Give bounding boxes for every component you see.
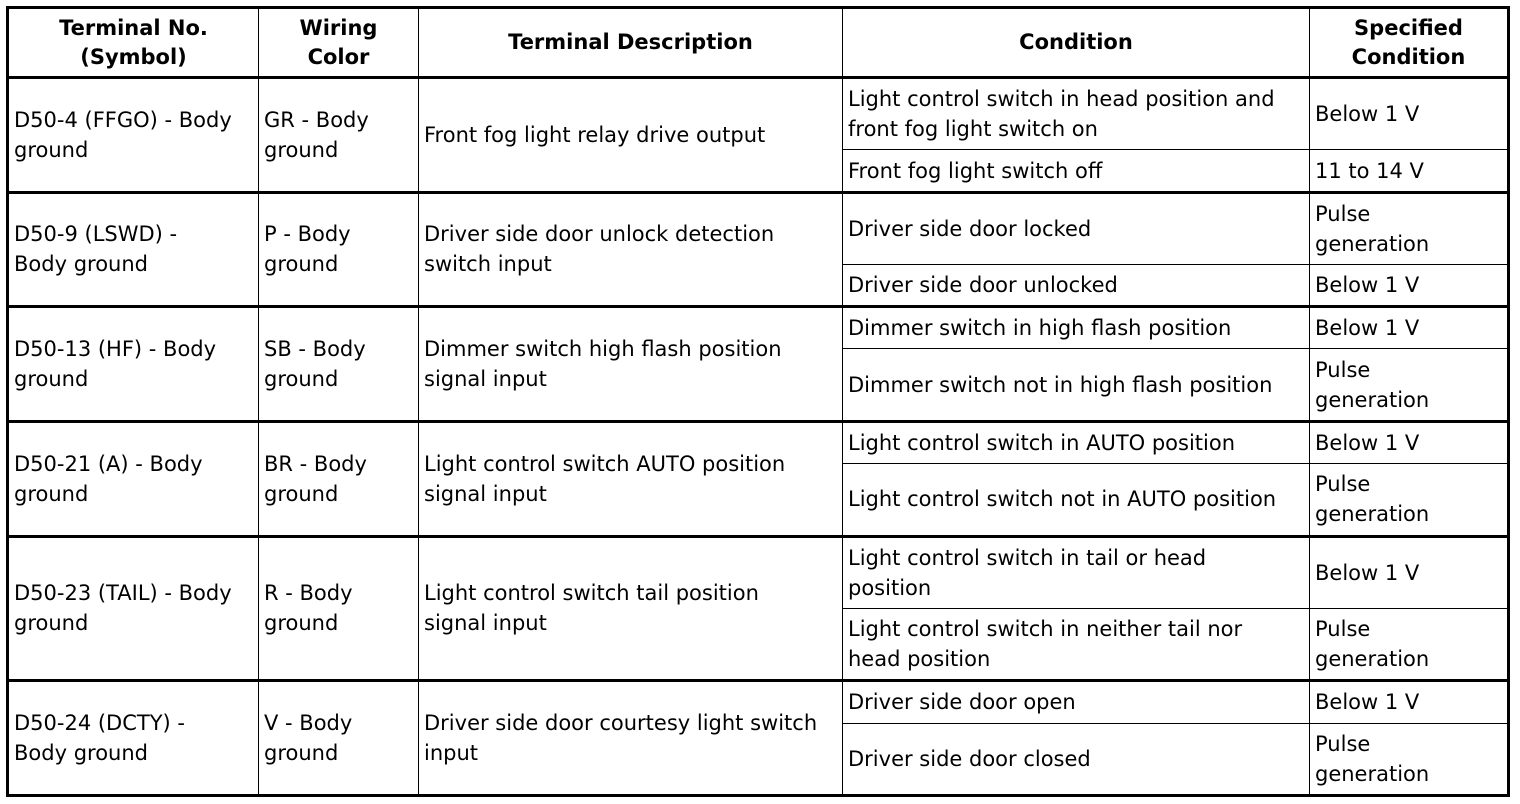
cell-line: Body ground — [14, 252, 148, 277]
condition-cell — [843, 349, 1310, 421]
specified-condition-cell — [1310, 536, 1509, 608]
cell-line: Light control switch tail position — [424, 581, 759, 606]
cell-line: Below 1 V — [1315, 560, 1420, 585]
condition-cell — [843, 421, 1310, 463]
terminal-description-cell — [419, 307, 843, 422]
cell-line: Driver side door courtesy light switch — [424, 711, 818, 736]
table-row — [8, 78, 1509, 150]
header-terminal-description: Terminal Description — [419, 8, 843, 78]
header-condition: Condition — [843, 8, 1310, 78]
cell-line: D50-24 (DCTY) - — [14, 711, 185, 736]
condition-cell — [843, 536, 1310, 608]
cell-line: Below 1 V — [1315, 273, 1420, 298]
table-body — [8, 78, 1509, 796]
cell-line: D50-23 (TAIL) - Body — [14, 581, 232, 606]
cell-line: ground — [14, 611, 89, 636]
cell-line: Below 1 V — [1315, 316, 1420, 341]
cell-line: ground — [264, 137, 339, 162]
cell-line: generation — [1315, 502, 1430, 527]
cell-line: Below 1 V — [1315, 690, 1420, 715]
cell-line: Below 1 V — [1315, 430, 1420, 455]
specified-condition-cell — [1310, 349, 1509, 421]
condition-cell — [843, 265, 1310, 307]
cell-line: Dimmer switch in high flash position — [848, 316, 1232, 341]
terminal-cell — [8, 421, 259, 536]
cell-line: generation — [1315, 231, 1430, 256]
cell-line: ground — [264, 252, 339, 277]
table-row — [8, 681, 1509, 723]
cell-line: position — [848, 575, 932, 600]
specified-condition-cell — [1310, 421, 1509, 463]
wiring-color-cell — [259, 536, 419, 681]
table-row — [8, 421, 1509, 463]
specified-condition-cell — [1310, 192, 1509, 264]
specified-condition-cell — [1310, 681, 1509, 723]
cell-line: V - Body — [264, 711, 353, 736]
wiring-color-cell — [259, 681, 419, 796]
condition-cell — [843, 150, 1310, 192]
condition-cell — [843, 307, 1310, 349]
header-wiring-color: Wiring Color — [259, 8, 419, 78]
cell-line: Light control switch in head position and — [848, 87, 1275, 112]
terminal-description-cell — [419, 192, 843, 307]
condition-cell — [843, 78, 1310, 150]
cell-line: Light control switch not in AUTO position — [848, 487, 1277, 512]
terminal-cell — [8, 681, 259, 796]
terminal-cell — [8, 78, 259, 193]
cell-line: Driver side door open — [848, 690, 1076, 715]
terminal-description-cell — [419, 78, 843, 193]
cell-line: signal input — [424, 611, 547, 636]
cell-line: ground — [14, 137, 89, 162]
cell-line: Driver side door unlocked — [848, 273, 1118, 298]
cell-line: signal input — [424, 481, 547, 506]
cell-line: Pulse — [1315, 731, 1371, 756]
specified-condition-cell — [1310, 265, 1509, 307]
cell-line: Pulse — [1315, 617, 1371, 642]
table-row — [8, 536, 1509, 608]
table-row — [8, 192, 1509, 264]
cell-line: ground — [14, 367, 89, 392]
cell-line: Pulse — [1315, 472, 1371, 497]
cell-line: Below 1 V — [1315, 102, 1420, 127]
cell-line: ground — [264, 481, 339, 506]
header-specified-condition: Specified Condition — [1310, 8, 1509, 78]
cell-line: ground — [264, 741, 339, 766]
cell-line: D50-13 (HF) - Body — [14, 337, 217, 362]
terminal-spec-table — [6, 6, 1510, 797]
terminal-description-cell — [419, 536, 843, 681]
cell-line: Driver side door unlock detection — [424, 222, 775, 247]
cell-line: ground — [264, 367, 339, 392]
specified-condition-cell — [1310, 723, 1509, 795]
specified-condition-cell — [1310, 78, 1509, 150]
cell-line: P - Body — [264, 222, 351, 247]
terminal-cell — [8, 307, 259, 422]
cell-line: generation — [1315, 647, 1430, 672]
cell-line: D50-4 (FFGO) - Body — [14, 107, 232, 132]
cell-line: generation — [1315, 761, 1430, 786]
header-terminal-no: Terminal No. (Symbol) — [8, 8, 259, 78]
cell-line: Front fog light switch off — [848, 158, 1103, 183]
cell-line: 11 to 14 V — [1315, 158, 1424, 183]
specified-condition-cell — [1310, 307, 1509, 349]
wiring-color-cell — [259, 192, 419, 307]
specified-condition-cell — [1310, 150, 1509, 192]
cell-line: Dimmer switch high flash position — [424, 337, 782, 362]
terminal-description-cell — [419, 421, 843, 536]
specified-condition-cell — [1310, 608, 1509, 680]
cell-line: Body ground — [14, 741, 148, 766]
cell-line: Light control switch AUTO position — [424, 451, 786, 476]
cell-line: D50-9 (LSWD) - — [14, 222, 178, 247]
cell-line: Light control switch in tail or head — [848, 545, 1207, 570]
condition-cell — [843, 464, 1310, 536]
wiring-color-cell — [259, 78, 419, 193]
wiring-color-cell — [259, 307, 419, 422]
cell-line: front fog light switch on — [848, 117, 1098, 142]
wiring-color-cell — [259, 421, 419, 536]
cell-line: Light control switch in neither tail nor — [848, 617, 1243, 642]
cell-line: R - Body — [264, 581, 353, 606]
cell-line: generation — [1315, 387, 1430, 412]
condition-cell — [843, 192, 1310, 264]
terminal-cell — [8, 192, 259, 307]
condition-cell — [843, 608, 1310, 680]
cell-line: Pulse — [1315, 201, 1371, 226]
cell-line: Pulse — [1315, 357, 1371, 382]
cell-line: Driver side door closed — [848, 746, 1091, 771]
cell-line: signal input — [424, 367, 547, 392]
terminal-description-cell — [419, 681, 843, 796]
terminal-cell — [8, 536, 259, 681]
cell-line: Driver side door locked — [848, 216, 1092, 241]
cell-line: SB - Body — [264, 337, 366, 362]
condition-cell — [843, 723, 1310, 795]
cell-line: ground — [264, 611, 339, 636]
cell-line: ground — [14, 481, 89, 506]
header-row — [8, 8, 1509, 78]
cell-line: head position — [848, 647, 991, 672]
table-row — [8, 307, 1509, 349]
cell-line: Light control switch in AUTO position — [848, 430, 1236, 455]
cell-line: switch input — [424, 252, 552, 277]
condition-cell — [843, 681, 1310, 723]
cell-line: Dimmer switch not in high flash position — [848, 372, 1273, 397]
cell-line: GR - Body — [264, 107, 369, 132]
cell-line: D50-21 (A) - Body — [14, 451, 203, 476]
cell-line: Front fog light relay drive output — [424, 122, 766, 147]
cell-line: BR - Body — [264, 451, 367, 476]
cell-line: input — [424, 741, 479, 766]
specified-condition-cell — [1310, 464, 1509, 536]
